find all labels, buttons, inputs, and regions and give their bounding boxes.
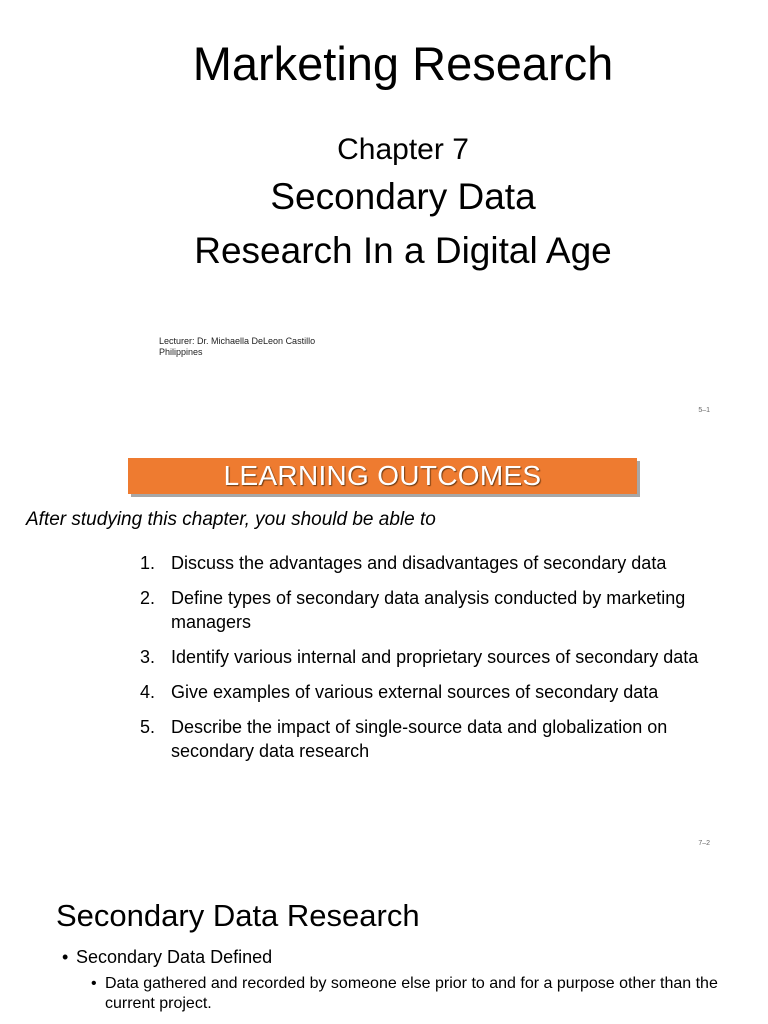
- subtitle-line-2: Research In a Digital Age: [194, 230, 612, 271]
- item-number: 5.: [140, 717, 156, 737]
- slide-title: Marketing Research: [192, 37, 614, 90]
- item-text: Identify various internal and proprietary sources of secondary data: [171, 647, 699, 667]
- item-text: Give examples of various external sources of secondary data: [171, 682, 659, 702]
- list-item: [140, 680, 740, 704]
- bullet-icon: •: [62, 947, 69, 967]
- slide-number: 7–2: [698, 840, 710, 847]
- lecturer-info: [159, 336, 315, 358]
- item-text: Define types of secondary data analysis conducted by marketing managers: [171, 588, 686, 632]
- list-item: [140, 586, 740, 634]
- section-title: Secondary Data Research: [56, 898, 420, 933]
- list-item: [140, 715, 740, 763]
- item-number: 1.: [140, 553, 156, 573]
- chapter-heading: Chapter 7: [337, 133, 469, 166]
- item-text: Discuss the advantages and disadvantages of secondary data: [171, 553, 667, 573]
- list-item: [140, 551, 740, 575]
- subtitle-line-1: Secondary Data: [270, 176, 536, 217]
- outcomes-intro: After studying this chapter, you should be able to: [26, 509, 436, 530]
- chapter-subtitle: [0, 170, 768, 278]
- bullet-item: [62, 945, 272, 969]
- lecturer-location: Philippines: [159, 347, 203, 357]
- item-number: 2.: [140, 588, 156, 608]
- item-number: 4.: [140, 682, 156, 702]
- sub-bullet-item: [91, 974, 731, 1014]
- item-number: 3.: [140, 647, 156, 667]
- outcomes-list: [140, 551, 740, 774]
- slide-number: 5–1: [698, 407, 710, 414]
- bullet-icon: •: [91, 975, 97, 992]
- banner-label: LEARNING OUTCOMES: [223, 460, 542, 491]
- item-text: Describe the impact of single-source data and globalization on secondary data research: [171, 717, 668, 761]
- sub-bullet-text: Data gathered and recorded by someone else prior to and for a purpose other than the current project.: [105, 975, 718, 1012]
- bullet-text: Secondary Data Defined: [76, 947, 273, 967]
- lecturer-name: Lecturer: Dr. Michaella DeLeon Castillo: [159, 336, 316, 346]
- list-item: [140, 645, 740, 669]
- learning-outcomes-banner: [128, 458, 637, 494]
